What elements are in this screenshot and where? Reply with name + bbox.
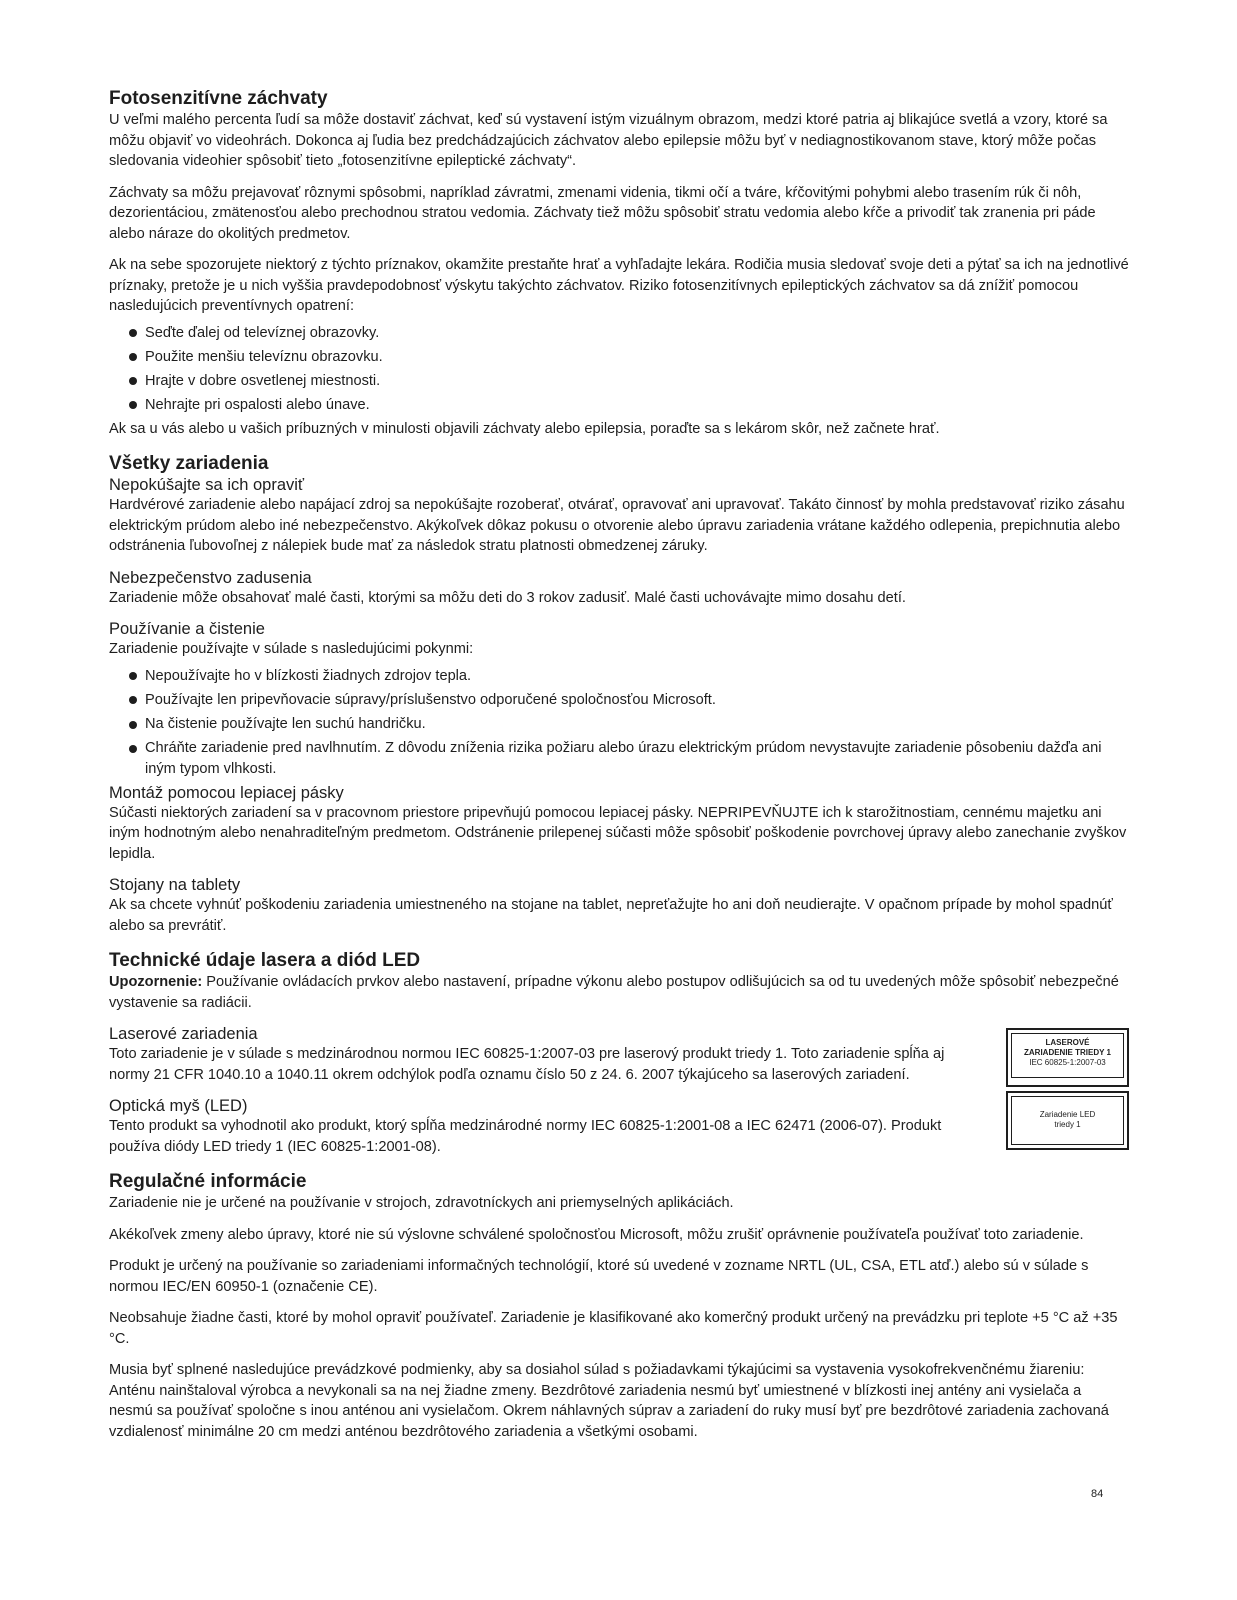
section-title-all-devices: Všetky zariadenia (109, 453, 269, 475)
paragraph: Záchvaty sa môžu prejavovať rôznymi spôsobmi, napríklad závratmi, zmenami videnia, tikmi očí a tváre, kŕčovitými pohybmi alebo trasením rúk či nôh, dezorientáciou, zmätenosťou alebo prechodnou stratou vedomia. Záchvaty tiež môžu spôsobiť stratu vedomia alebo kŕče a privodiť tak zranenia pri páde alebo náraze do okolitých predmetov. (109, 184, 1096, 242)
list-item: Používajte len pripevňovacie súpravy/príslušenstvo odporučené spoločnosťou Microsoft. (109, 690, 1129, 711)
bullet-icon (129, 745, 137, 753)
led-class-label: Zariadenie LED triedy 1 (1006, 1091, 1129, 1150)
subsection-title: Optická myš (LED) (109, 1097, 248, 1116)
subsection-title: Nepokúšajte sa ich opraviť (109, 476, 305, 495)
subsection-title: Laserové zariadenia (109, 1025, 258, 1044)
paragraph: Ak sa chcete vyhnúť poškodeniu zariadenia umiestneného na stojane na tablet, nepreťažujte ho ani doň neudierajte. V opačnom prípade by mohol spadnúť alebo sa prevrátiť. (109, 897, 1113, 934)
subsection-title: Stojany na tablety (109, 876, 241, 895)
list-item: Na čistenie používajte len suchú handričku. (109, 714, 1129, 735)
paragraph: Produkt je určený na používanie so zariadeniami informačných technológií, ktoré sú uvedené v zozname NRTL (UL, CSA, ETL atď.) alebo sú v súlade s normou IEC/EN 60950-1 (označenie CE). (109, 1258, 1089, 1295)
bullet-icon (129, 721, 137, 729)
warning-paragraph: Upozornenie: Používanie ovládacích prvkov alebo nastavení, prípadne výkonu alebo postupov odlišujúcich sa od tu uvedených môže spôsobiť nebezpečné vystavenie sa radiácii. (109, 974, 1119, 1011)
section-title-laser-led: Technické údaje lasera a diód LED (109, 950, 421, 972)
led-block (109, 1096, 1129, 1157)
paragraph: Musia byť splnené nasledujúce prevádzkové podmienky, aby sa dosiahol súlad s požiadavkami týkajúcimi sa vystavenia vysokofrekvenčnému žiareniu: Anténu nainštaloval výrobca a nevykonali sa na nej žiadne zmeny. Bezdrôtové zariadenia nesmú byť umiestnené v blízkosti inej antény ani vysielača a nesmú sa používať spoločne s inou anténou ani vysielačom. Okrem náhlavných súprav a zariadení do ruky musí byť pre bezdrôtové zariadenia zachovaná vzdialenosť minimálne 20 cm medzi anténou bezdrôtového zariadenia a všetkými osobami. (109, 1362, 1109, 1440)
paragraph: Súčasti niektorých zariadení sa v pracovnom priestore pripevňujú pomocou lepiacej pásky. NEPRIPEVŇUJTE ich k starožitnostiam, cennému majetku ani iným hodnotným alebo nenahraditeľným predmetom. Odstránenie prilepenej súčasti môže spôsobiť poškodenie povrchovej úpravy alebo zanechanie zvyškov lepidla. (109, 804, 1127, 862)
precaution-list (109, 323, 1129, 416)
usage-list (109, 666, 1129, 779)
list-item: Použite menšiu televíznu obrazovku. (109, 347, 1129, 368)
bullet-icon (129, 696, 137, 704)
paragraph: U veľmi malého percenta ľudí sa môže dostaviť záchvat, keď sú vystavení istým vizuálnym obrazom, medzi ktoré patria aj blikajúce svetlá a vzory, ktoré sa môžu objaviť vo videohrách. Dokonca aj ľudia bez predchádzajúcich záchvatov alebo epilepsie môžu byť v nediagnostikovanom stave, ktorý môže počas sledovania videohier spôsobiť tieto „fotosenzitívne epileptické záchvaty“. (109, 112, 1108, 169)
paragraph: Akékoľvek zmeny alebo úpravy, ktoré nie sú výslovne schválené spoločnosťou Microsoft, môžu zrušiť oprávnenie používateľa používať toto zariadenie. (109, 1226, 1084, 1243)
section-title-regulatory: Regulačné informácie (109, 1171, 307, 1193)
warning-label: Upozornenie: (109, 974, 203, 991)
list-item: Seďte ďalej od televíznej obrazovky. (109, 323, 1129, 344)
paragraph: Tento produkt sa vyhodnotil ako produkt, ktorý spĺňa medzinárodné normy IEC 60825-1:2001-08 a IEC 62471 (2006-07). Produkt používa diódy LED triedy 1 (IEC 60825-1:2001-08). (109, 1118, 942, 1155)
paragraph: Zariadenie môže obsahovať malé časti, ktorými sa môžu deti do 3 rokov zadusiť. Malé časti uchovávajte mimo dosahu detí. (109, 589, 906, 606)
paragraph: Zariadenie používajte v súlade s nasledujúcimi pokynmi: (109, 641, 474, 658)
page-number: 84 (1091, 1488, 1104, 1500)
laser-block (109, 1024, 1129, 1085)
paragraph: Toto zariadenie je v súlade s medzinárodnou normou IEC 60825-1:2007-03 pre laserový produkt triedy 1. Toto zariadenie spĺňa aj normy 21 CFR 1040.10 a 1040.11 okrem odchýlok podľa oznamu číslo 50 z 24. 6. 2007 týkajúceho sa laserových zariadení. (109, 1046, 945, 1083)
paragraph: Hardvérové zariadenie alebo napájací zdroj sa nepokúšajte rozoberať, otvárať, opravovať ani upravovať. Takáto činnosť by mohla predstavovať riziko zásahu elektrickým prúdom alebo iné nebezpečenstvo. Akýkoľvek dôkaz pokusu o otvorenie alebo úpravu zariadenia vrátane každého odlepenia, prepichnutia alebo odstránenia ľubovoľnej z nálepiek bude mať za následok stratu platnosti obmedzenej záruky. (109, 497, 1125, 555)
bullet-icon (129, 329, 137, 337)
list-item: Nehrajte pri ospalosti alebo únave. (109, 395, 1129, 416)
paragraph: Ak na sebe spozorujete niektorý z týchto príznakov, okamžite prestaňte hrať a vyhľadajte lekára. Rodičia musia sledovať svoje deti a pýtať sa ich na jednotlivé príznaky, pretože je u nich vyššia pravdepodobnosť výskytu takýchto záchvatov. Riziko fotosenzitívnych epileptických záchvatov sa dá znížiť pomocou nasledujúcich preventívnych opatrení: (109, 257, 1129, 314)
paragraph: Ak sa u vás alebo u vašich príbuzných v minulosti objavili záchvaty alebo epilepsia, poraďte sa s lekárom skôr, než začnete hrať. (109, 420, 940, 437)
subsection-title: Montáž pomocou lepiacej pásky (109, 783, 344, 802)
laser-class-label: LASEROVÉ ZARIADENIE TRIEDY 1 IEC 60825-1:2007-03 (1006, 1028, 1129, 1087)
section-title-photosensitive: Fotosenzitívne záchvaty (109, 88, 328, 109)
bullet-icon (129, 401, 137, 409)
bullet-icon (129, 672, 137, 680)
subsection-title: Nebezpečenstvo zadusenia (109, 568, 312, 587)
list-item: Chráňte zariadenie pred navlhnutím. Z dôvodu zníženia rizika požiaru alebo úrazu elektrickým prúdom nevystavujte zariadenie pôsobeniu dažďa ani iným typom vlhkosti. (109, 738, 1129, 779)
bullet-icon (129, 377, 137, 385)
paragraph: Zariadenie nie je určené na používanie v strojoch, zdravotníckych ani priemyselných aplikáciách. (109, 1195, 734, 1212)
list-item: Hrajte v dobre osvetlenej miestnosti. (109, 371, 1129, 392)
document-page (109, 88, 1129, 1442)
bullet-icon (129, 353, 137, 361)
list-item: Nepoužívajte ho v blízkosti žiadnych zdrojov tepla. (109, 666, 1129, 687)
subsection-title: Používanie a čistenie (109, 620, 265, 639)
paragraph: Neobsahuje žiadne časti, ktoré by mohol opraviť používateľ. Zariadenie je klasifikované ako komerčný produkt určený na prevádzku pri teplote +5 °C až +35 °C. (109, 1310, 1118, 1347)
